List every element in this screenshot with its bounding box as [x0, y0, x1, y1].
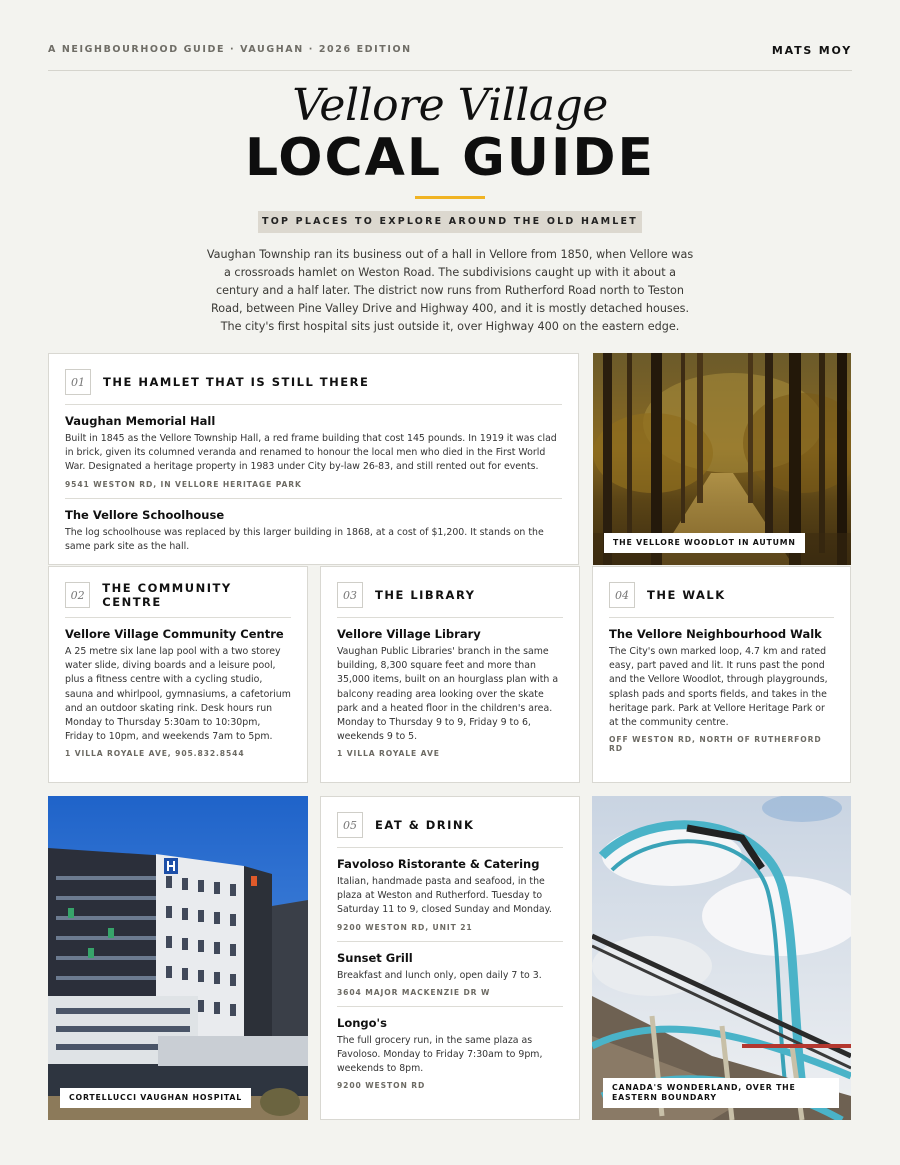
list-item [65, 508, 562, 554]
place-name: Favoloso Ristorante & Catering [337, 857, 540, 871]
place-address: 1 VILLA ROYALE AVE, 905.832.8544 [65, 749, 245, 759]
place-address: 1 VILLA ROYALE AVE [337, 749, 440, 759]
edition-label: A NEIGHBOURHOOD GUIDE · VAUGHAN · 2026 EDITION [48, 44, 412, 55]
section-title: THE WALK [647, 588, 726, 602]
place-address: 9200 WESTON RD, UNIT 21 [337, 922, 473, 932]
title-accent-rule [415, 196, 485, 199]
place-name: Vellore Village Community Centre [65, 627, 284, 641]
author-name: MATS MOY [771, 44, 852, 57]
list-item [337, 627, 563, 758]
place-address: 9200 WESTON RD [337, 1081, 426, 1091]
page-title: LOCAL GUIDE [244, 128, 656, 188]
section-title: THE HAMLET THAT IS STILL THERE [103, 375, 370, 389]
woodlot-photo [593, 353, 851, 565]
place-description: Italian, handmade pasta and seafood, in the plaza at Weston and Rutherford. Tuesday to Saturday 11 to 9, closed Sunday and Monday. [337, 876, 552, 916]
place-name: Sunset Grill [337, 950, 413, 965]
section-eat-drink [320, 796, 580, 1120]
section-header [337, 581, 563, 618]
section-walk [592, 566, 851, 783]
section-title: EAT & DRINK [375, 818, 475, 832]
section-header [337, 811, 563, 848]
place-description: The log schoolhouse was replaced by this larger building in 1868, at a cost of $1,200. It stands on the same park site as the hall. [65, 526, 544, 552]
section-number: 01 [65, 369, 91, 395]
section-number: 05 [337, 812, 363, 838]
place-description: Vaughan Public Libraries' branch in the same building, 8,300 square feet and more than 35,000 items, built on an hourglass plan with a balcony reading area looking over the skate park and a heated floor in the children's area. Monday to Thursday 9 to 9, Friday 9 to 6, weekends 9 to 5. [337, 646, 559, 743]
list-item [337, 1016, 563, 1091]
place-name: Longo's [337, 1015, 387, 1030]
place-description: Breakfast and lunch only, open daily 7 to 3. [337, 969, 542, 981]
photo-caption: CANADA'S WONDERLAND, OVER THE EASTERN BOUNDARY [603, 1078, 839, 1108]
place-name: Vaughan Memorial Hall [65, 414, 216, 428]
place-name: The Vellore Neighbourhood Walk [609, 627, 822, 641]
place-description: The City's own marked loop, 4.7 km and rated easy, part paved and lit. It runs past the pond and the Vellore Woodlot, through playgrounds, splash pads and sports fields, and takes in the heritage park. Park at Vellore Heritage Park or at the community centre. [609, 646, 828, 729]
place-description: The full grocery run, in the same plaza as Favoloso. Monday to Friday 7:30am to 9pm, weekends to 8pm. [337, 1034, 543, 1075]
list-item [65, 414, 562, 489]
place-address: 9541 WESTON RD, IN VELLORE HERITAGE PARK [65, 479, 302, 489]
section-header [609, 581, 834, 618]
section-header [65, 581, 291, 618]
section-hamlet [48, 353, 579, 565]
list-item [337, 857, 563, 932]
item-divider [65, 498, 562, 499]
place-address: OFF WESTON RD, NORTH OF RUTHERFORD RD [609, 735, 822, 754]
hospital-photo [48, 796, 308, 1120]
section-title: THE LIBRARY [375, 588, 476, 602]
title-script: Vellore Village [292, 80, 608, 131]
list-item [65, 627, 291, 758]
section-number: 04 [609, 582, 635, 608]
photo-caption: CORTELLUCCI VAUGHAN HOSPITAL [60, 1088, 251, 1108]
section-header [65, 368, 562, 405]
place-description: A 25 metre six lane lap pool with a two storey water slide, diving boards and a leisure pool, plus a fitness centre with a cycling studio, sauna and whirlpool, gymnasiums, a cafetorium and an outdoor skating rink. Desk hours run Monday to Thursday 5:30am to 10:30pm, Friday to 10pm, and weekends 7am to 5pm. [65, 646, 291, 743]
intro-paragraph: Vaughan Township ran its business out of a hall in Vellore from 1850, when Vellore was a crossroads hamlet on Weston Road. The subdivisions caught up with it about a century and a half later. The district now runs from Rutherford Road north to Teston Road, between Pine Valley Drive and Highway 400, and it is mostly detached houses. The city's first hospital sits just outside it, over Highway 400 on the eastern edge. [206, 248, 694, 333]
section-library [320, 566, 580, 783]
section-community-centre [48, 566, 308, 783]
section-number: 02 [65, 582, 90, 608]
tagline: TOP PLACES TO EXPLORE AROUND THE OLD HAMLET [258, 211, 642, 233]
photo-caption: THE VELLORE WOODLOT IN AUTUMN [604, 533, 805, 553]
wonderland-photo [592, 796, 851, 1120]
place-name: The Vellore Schoolhouse [65, 507, 225, 522]
item-divider [337, 941, 563, 942]
place-name: Vellore Village Library [337, 627, 481, 641]
list-item [337, 951, 563, 997]
section-number: 03 [337, 582, 363, 608]
place-address: 3604 MAJOR MACKENZIE DR W [337, 987, 491, 997]
place-description: Built in 1845 as the Vellore Township Hall, a red frame building that cost 145 pounds. In 1919 it was clad in brick, given its columned veranda and renamed to honour the local men who died in the First World War. Designated a heritage property in 1983 under City by-law 26-83, and still rented out for events. [65, 433, 557, 473]
section-title: THE COMMUNITY CENTRE [102, 581, 232, 609]
top-bar [48, 44, 852, 71]
list-item [609, 627, 834, 753]
item-divider [337, 1006, 563, 1007]
